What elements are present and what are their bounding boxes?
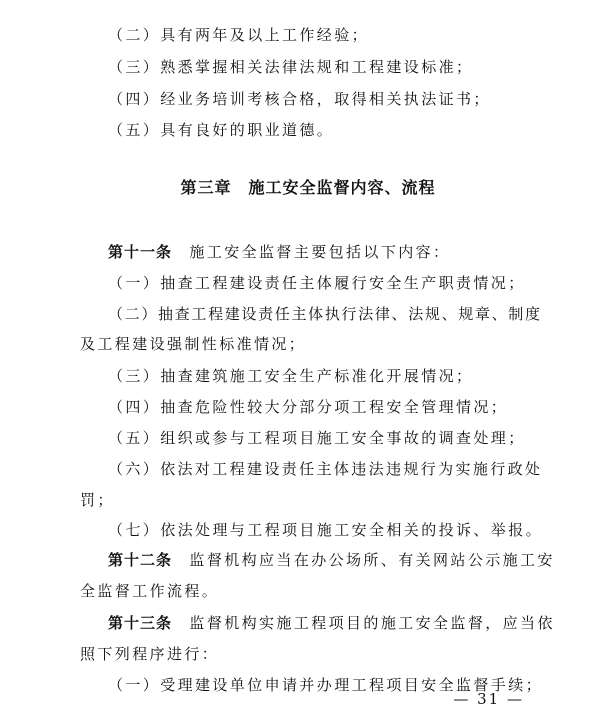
list-item: （一）受理建设单位申请并办理工程项目安全监督手续； [108,676,544,694]
article-12-line1 [108,549,555,571]
list-item: （五）组织或参与工程项目施工安全事故的调查处理； [108,429,526,447]
list-item: （二）抽查工程建设责任主体执行法律、法规、规章、制度 [108,305,540,323]
list-item: （三）抽查建筑施工安全生产标准化开展情况； [108,367,474,385]
article-12-line2: 全监督工作流程。 [80,582,220,600]
article-label: 第十三条 [108,614,173,632]
article-text: 施工安全监督主要包括以下内容： [172,243,451,261]
article-13-line2: 照下列程序进行： [80,645,220,663]
list-item: （二）具有两年及以上工作经验； [108,26,370,44]
list-item: （七）依法处理与工程项目施工安全相关的投诉、举报。 [108,521,544,539]
article-label: 第十二条 [108,551,173,569]
list-item: （五）具有良好的职业道德。 [108,121,335,139]
chapter-title: 第三章 施工安全监督内容、流程 [180,178,436,197]
list-item-continuation: 罚； [80,491,115,509]
article-11-intro [108,241,568,263]
page-number: — 31 — [453,690,524,708]
list-item: （四）经业务培训考核合格，取得相关执法证书； [108,90,491,108]
list-item: （六）依法对工程建设责任主体违法违规行为实施行政处 [108,460,540,478]
list-item-continuation: 及工程建设强制性标准情况； [80,335,307,353]
article-label: 第十一条 [108,243,173,261]
list-item: （三）熟悉掌握相关法律法规和工程建设标准； [108,58,474,76]
article-text: 监督机构实施工程项目的施工安全监督，应当依 [172,614,555,632]
article-13-line1 [108,612,555,634]
article-text: 监督机构应当在办公场所、有关网站公示施工安 [172,551,555,569]
list-item: （四）抽查危险性较大分部分项工程安全管理情况； [108,398,509,416]
list-item: （一）抽查工程建设责任主体履行安全生产职责情况； [108,274,526,292]
